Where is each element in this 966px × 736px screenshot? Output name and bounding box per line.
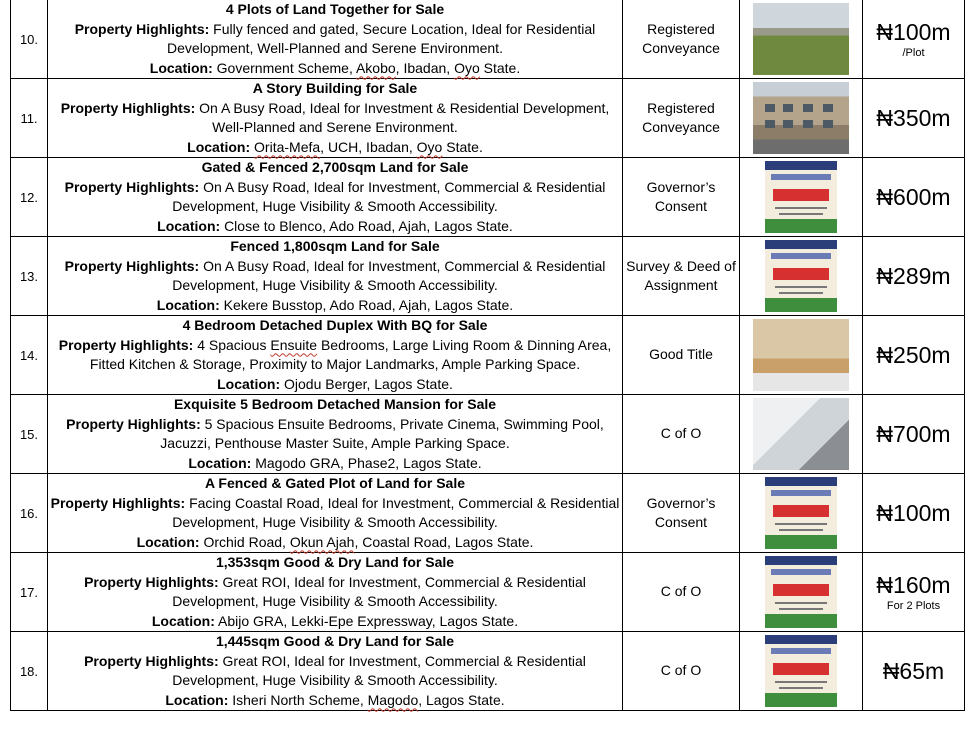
- price-note: /Plot: [902, 47, 925, 60]
- spellcheck-flagged-word: Magodo: [367, 691, 419, 708]
- location-label: Location:: [217, 375, 281, 392]
- property-photo: [753, 82, 849, 154]
- property-highlights: [48, 494, 622, 533]
- flyer-ln1: [775, 286, 827, 288]
- text-segment: Magodo GRA, Phase2, Lagos State.: [255, 454, 482, 471]
- text-segment: Kekere Busstop, Ado Road, Ajah, Lagos State.: [223, 296, 514, 313]
- property-title: A Fenced & Gated Plot of Land for Sale: [204, 475, 466, 492]
- title-document: C of O: [623, 395, 740, 474]
- property-location: [48, 217, 622, 237]
- price-value: ₦700m: [876, 421, 951, 448]
- location-label: Location:: [188, 454, 252, 471]
- table-row: [11, 474, 965, 553]
- price-cell: [863, 316, 965, 395]
- text-segment: , UCH, Ibadan,: [320, 138, 417, 155]
- property-photo: [753, 319, 849, 391]
- table-body: [11, 0, 965, 711]
- spellcheck-flagged-word: Okun Ajah: [289, 533, 355, 550]
- flyer-red: [773, 268, 829, 280]
- location-label: Location:: [157, 217, 221, 234]
- title-document: C of O: [623, 632, 740, 711]
- flyer-ttl: [771, 253, 831, 259]
- highlights-label: Property Highlights:: [60, 99, 196, 116]
- property-highlights: [48, 573, 622, 612]
- highlights-text: Facing Coastal Road, Ideal for Investment, Commercial & Residential Development, Huge Visibility & Smooth Accessibility.: [172, 494, 620, 531]
- row-number: 11.: [11, 79, 48, 158]
- row-number: 13.: [11, 237, 48, 316]
- location-label: Location:: [151, 612, 215, 629]
- property-title: 4 Bedroom Detached Duplex With BQ for Sale: [182, 317, 488, 334]
- price-cell: [863, 79, 965, 158]
- property-location: [48, 296, 622, 316]
- text-segment: Government Scheme,: [216, 59, 356, 76]
- highlights-text: 5 Spacious Ensuite Bedrooms, Private Cinema, Swimming Pool, Jacuzzi, Penthouse Master Suite, Ample Parking Space.: [160, 415, 604, 452]
- flyer-ttl: [771, 174, 831, 180]
- property-image-cell: [740, 395, 863, 474]
- property-image-cell: [740, 632, 863, 711]
- text-segment: Bedrooms, Large Living Room & Dinning Area, Fitted Kitchen & Storage, Proximity to Major Landmarks, Ample Parking Space.: [89, 336, 612, 373]
- property-title: Gated & Fenced 2,700sqm Land for Sale: [201, 159, 469, 176]
- property-photo: [753, 3, 849, 75]
- building-window: [803, 120, 813, 128]
- price-cell: [863, 553, 965, 632]
- flyer-grass: [765, 693, 837, 707]
- text-segment: , Lagos State.: [418, 691, 505, 708]
- title-document: Governor’s Consent: [623, 474, 740, 553]
- price-value: ₦100m: [876, 19, 951, 46]
- price-cell: [863, 395, 965, 474]
- property-image-cell: [740, 316, 863, 395]
- table-row: [11, 632, 965, 711]
- price-cell: [863, 158, 965, 237]
- text-segment: State.: [442, 138, 483, 155]
- price-note: For 2 Plots: [886, 600, 941, 613]
- flyer-band: [765, 635, 837, 644]
- price-value: ₦600m: [876, 184, 951, 211]
- property-image-cell: [740, 474, 863, 553]
- property-title: 1,445sqm Good & Dry Land for Sale: [215, 633, 455, 650]
- property-image-cell: [740, 553, 863, 632]
- property-title: Fenced 1,800sqm Land for Sale: [230, 238, 440, 255]
- flyer-grass: [765, 614, 837, 628]
- highlights-label: Property Highlights:: [66, 415, 201, 432]
- row-number: 14.: [11, 316, 48, 395]
- flyer-ln1: [775, 681, 827, 683]
- building-window: [823, 104, 833, 112]
- building-window: [783, 104, 793, 112]
- building-window: [765, 104, 775, 112]
- property-description: [48, 395, 623, 474]
- text-segment: , Ibadan,: [395, 59, 455, 76]
- property-description: [48, 158, 623, 237]
- text-segment: Orchid Road,: [203, 533, 290, 550]
- flyer-red: [773, 189, 829, 201]
- property-highlights: [48, 415, 622, 454]
- for-sale-flyer-image: [765, 477, 837, 549]
- text-segment: Close to Blenco, Ado Road, Ajah, Lagos State.: [224, 217, 513, 234]
- property-image-cell: [740, 237, 863, 316]
- highlights-text: On A Busy Road, Ideal for Investment, Commercial & Residential Development, Huge Visibility & Smooth Accessibility.: [172, 257, 606, 294]
- property-description: [48, 316, 623, 395]
- text-segment: Abijo GRA, Lekki-Epe Expressway, Lagos State.: [218, 612, 519, 629]
- location-label: Location:: [136, 533, 200, 550]
- flyer-ln1: [775, 207, 827, 209]
- flyer-grass: [765, 535, 837, 549]
- property-title: A Story Building for Sale: [252, 80, 418, 97]
- property-highlights: [48, 336, 622, 375]
- property-photo: [753, 398, 849, 470]
- price-value: ₦100m: [876, 500, 951, 527]
- title-document: Good Title: [623, 316, 740, 395]
- flyer-ln2: [779, 687, 823, 689]
- highlights-label: Property Highlights:: [74, 20, 210, 37]
- property-location: [48, 59, 622, 79]
- price-value: ₦250m: [876, 342, 951, 369]
- flyer-ttl: [771, 648, 831, 654]
- spellcheck-flagged-word: Ensuite: [270, 336, 318, 353]
- flyer-band: [765, 477, 837, 486]
- table-row: [11, 316, 965, 395]
- spellcheck-flagged-word: Akobo: [355, 59, 396, 76]
- price-value: ₦350m: [876, 105, 951, 132]
- building-window: [803, 104, 813, 112]
- table-row: [11, 237, 965, 316]
- row-number: 17.: [11, 553, 48, 632]
- row-number: 15.: [11, 395, 48, 474]
- flyer-ln2: [779, 608, 823, 610]
- flyer-ln1: [775, 523, 827, 525]
- location-label: Location:: [187, 138, 251, 155]
- row-number: 18.: [11, 632, 48, 711]
- flyer-band: [765, 556, 837, 565]
- price-cell: [863, 237, 965, 316]
- flyer-red: [773, 584, 829, 596]
- table-row: [11, 395, 965, 474]
- location-label: Location:: [149, 59, 213, 76]
- property-location: [48, 454, 622, 474]
- flyer-ttl: [771, 490, 831, 496]
- spellcheck-flagged-word: Oyo: [416, 138, 443, 155]
- flyer-red: [773, 505, 829, 517]
- property-location: [48, 691, 622, 711]
- flyer-ttl: [771, 569, 831, 575]
- row-number: 10.: [11, 0, 48, 79]
- property-location: [48, 533, 622, 553]
- title-document: Registered Conveyance: [623, 0, 740, 79]
- table-row: [11, 79, 965, 158]
- property-highlights: [48, 99, 622, 138]
- flyer-ln2: [779, 529, 823, 531]
- building-window: [823, 120, 833, 128]
- property-title: Exquisite 5 Bedroom Detached Mansion for Sale: [173, 396, 497, 413]
- highlights-label: Property Highlights:: [84, 652, 219, 669]
- text-segment: Isheri North Scheme,: [232, 691, 368, 708]
- price-cell: [863, 632, 965, 711]
- property-highlights: [48, 257, 622, 296]
- spellcheck-flagged-word: Oyo: [454, 59, 480, 76]
- property-image-cell: [740, 0, 863, 79]
- property-description: [48, 237, 623, 316]
- property-description: [48, 474, 623, 553]
- property-title: 1,353sqm Good & Dry Land for Sale: [215, 554, 455, 571]
- flyer-band: [765, 161, 837, 170]
- property-listings-table: [10, 0, 965, 711]
- flyer-ln1: [775, 602, 827, 604]
- property-description: [48, 79, 623, 158]
- highlights-label: Property Highlights:: [50, 494, 186, 511]
- price-value: ₦289m: [876, 263, 951, 290]
- highlights-text: Great ROI, Ideal for Investment, Commercial & Residential Development, Huge Visibility & Smooth Accessibility.: [172, 652, 586, 689]
- property-highlights: [48, 652, 622, 691]
- for-sale-flyer-image: [765, 635, 837, 707]
- property-highlights: [48, 20, 622, 59]
- title-document: Registered Conveyance: [623, 79, 740, 158]
- property-description: [48, 0, 623, 79]
- highlights-text: On A Busy Road, Ideal for Investment & Residential Development, Well-Planned and Serene Environment.: [199, 99, 610, 136]
- for-sale-flyer-image: [765, 161, 837, 233]
- table-row: [11, 0, 965, 79]
- property-title: 4 Plots of Land Together for Sale: [225, 1, 445, 18]
- flyer-band: [765, 240, 837, 249]
- flyer-ln2: [779, 213, 823, 215]
- price-value: ₦65m: [882, 658, 945, 685]
- flyer-red: [773, 663, 829, 675]
- property-location: [48, 138, 622, 158]
- property-image-cell: [740, 158, 863, 237]
- title-document: C of O: [623, 553, 740, 632]
- highlights-label: Property Highlights:: [84, 573, 219, 590]
- highlights-text: Fully fenced and gated, Secure Location, Ideal for Residential Development, Well-Planned and Serene Environment.: [167, 20, 596, 57]
- highlights-label: Property Highlights:: [58, 336, 194, 353]
- property-description: [48, 553, 623, 632]
- highlights-text: On A Busy Road, Ideal for Investment, Commercial & Residential Development, Huge Visibility & Smooth Accessibility.: [172, 178, 606, 215]
- location-label: Location:: [165, 691, 229, 708]
- highlights-text: Great ROI, Ideal for Investment, Commercial & Residential Development, Huge Visibility & Smooth Accessibility.: [172, 573, 586, 610]
- text-segment: 4 Spacious: [197, 336, 271, 353]
- row-number: 12.: [11, 158, 48, 237]
- spellcheck-flagged-word: Orita-Mefa: [254, 138, 321, 155]
- property-location: [48, 612, 622, 632]
- building-window: [765, 120, 775, 128]
- for-sale-flyer-image: [765, 556, 837, 628]
- row-number: 16.: [11, 474, 48, 553]
- highlights-label: Property Highlights:: [64, 257, 200, 274]
- price-cell: [863, 474, 965, 553]
- location-label: Location:: [156, 296, 220, 313]
- flyer-grass: [765, 219, 837, 233]
- table-row: [11, 158, 965, 237]
- for-sale-flyer-image: [765, 240, 837, 312]
- price-value: ₦160m: [876, 572, 951, 599]
- title-document: Governor’s Consent: [623, 158, 740, 237]
- text-segment: , Coastal Road, Lagos State.: [354, 533, 534, 550]
- building-window: [783, 120, 793, 128]
- title-document: Survey & Deed of Assignment: [623, 237, 740, 316]
- price-cell: [863, 0, 965, 79]
- property-image-cell: [740, 79, 863, 158]
- flyer-grass: [765, 298, 837, 312]
- text-segment: State.: [479, 59, 521, 76]
- property-description: [48, 632, 623, 711]
- flyer-ln2: [779, 292, 823, 294]
- table-row: [11, 553, 965, 632]
- property-highlights: [48, 178, 622, 217]
- highlights-label: Property Highlights:: [64, 178, 200, 195]
- property-location: [48, 375, 622, 395]
- text-segment: Ojodu Berger, Lagos State.: [284, 375, 453, 392]
